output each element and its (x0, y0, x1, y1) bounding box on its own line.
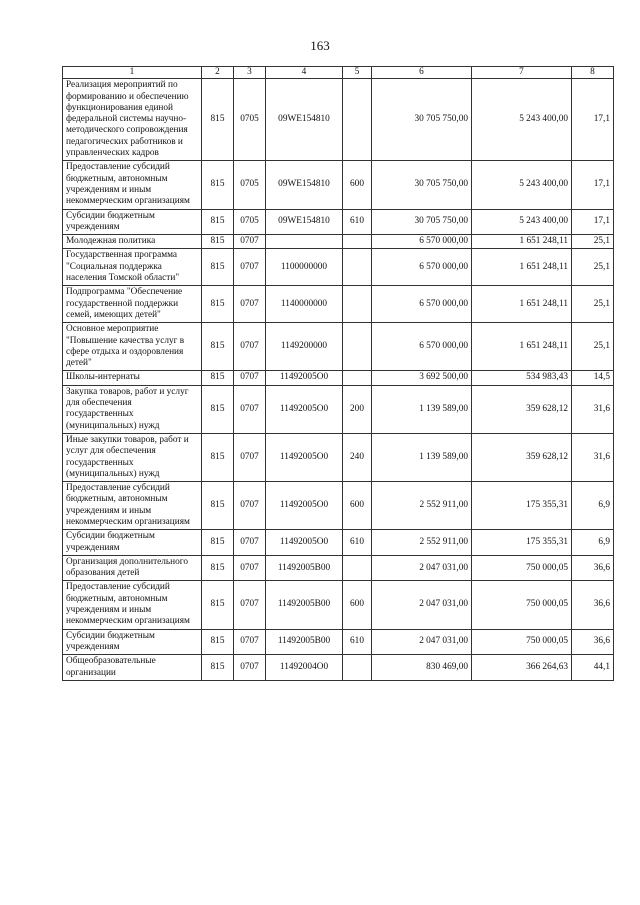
admin-code-cell: 815 (202, 249, 234, 286)
expense-type-cell (343, 655, 372, 681)
target-code-cell: 09WE154810 (266, 79, 343, 161)
table-row (63, 235, 614, 249)
admin-code-cell: 815 (202, 655, 234, 681)
section-code-cell: 0707 (234, 629, 266, 655)
table-row (63, 161, 614, 209)
row-name-cell: Реализация мероприятий по формированию и обеспечению функционирования единой федеральной системы научно-методического сопровождения педагогических работников и управленческих кадров (63, 79, 202, 161)
expense-type-cell (343, 249, 372, 286)
target-code-cell: 09WE154810 (266, 209, 343, 235)
percent-cell: 44,1 (572, 655, 614, 681)
admin-code-cell: 815 (202, 433, 234, 481)
row-name-cell: Закупка товаров, работ и услуг для обеспечения государственных (муниципальных) нужд (63, 385, 202, 433)
admin-code-cell: 815 (202, 286, 234, 323)
expense-type-cell: 610 (343, 209, 372, 235)
page-number: 163 (310, 38, 330, 53)
percent-cell: 25,1 (572, 235, 614, 249)
table-row (63, 482, 614, 530)
target-code-cell: 09WE154810 (266, 161, 343, 209)
admin-code-cell: 815 (202, 482, 234, 530)
percent-cell: 17,1 (572, 161, 614, 209)
expense-type-cell (343, 79, 372, 161)
actual-amount-cell: 750 000,05 (472, 581, 572, 629)
admin-code-cell: 815 (202, 161, 234, 209)
percent-cell: 17,1 (572, 209, 614, 235)
expense-type-cell: 600 (343, 482, 372, 530)
actual-amount-cell: 1 651 248,11 (472, 249, 572, 286)
section-code-cell: 0707 (234, 249, 266, 286)
plan-amount-cell: 6 570 000,00 (372, 249, 472, 286)
table-row (63, 629, 614, 655)
table-row (63, 433, 614, 481)
percent-cell: 31,6 (572, 433, 614, 481)
percent-cell: 6,9 (572, 482, 614, 530)
section-code-cell: 0707 (234, 433, 266, 481)
percent-cell: 25,1 (572, 249, 614, 286)
column-header: 7 (472, 67, 572, 79)
actual-amount-cell: 1 651 248,11 (472, 323, 572, 371)
section-code-cell: 0705 (234, 161, 266, 209)
target-code-cell: 11492005О0 (266, 385, 343, 433)
section-code-cell: 0707 (234, 371, 266, 385)
table-row (63, 530, 614, 556)
row-name-cell: Субсидии бюджетным учреждениям (63, 209, 202, 235)
table-row (63, 385, 614, 433)
column-header: 2 (202, 67, 234, 79)
row-name-cell: Иные закупки товаров, работ и услуг для обеспечения государственных (муниципальных) нужд (63, 433, 202, 481)
percent-cell: 25,1 (572, 286, 614, 323)
actual-amount-cell: 175 355,31 (472, 530, 572, 556)
row-name-cell: Школы-интернаты (63, 371, 202, 385)
column-header: 3 (234, 67, 266, 79)
plan-amount-cell: 2 552 911,00 (372, 530, 472, 556)
row-name-cell: Общеобразовательные организации (63, 655, 202, 681)
target-code-cell: 1140000000 (266, 286, 343, 323)
admin-code-cell: 815 (202, 323, 234, 371)
actual-amount-cell: 175 355,31 (472, 482, 572, 530)
admin-code-cell: 815 (202, 371, 234, 385)
row-name-cell: Предоставление субсидий бюджетным, автономным учреждениям и иным некоммерческим организациям (63, 581, 202, 629)
row-name-cell: Организация дополнительного образования детей (63, 555, 202, 581)
table-body (63, 79, 614, 681)
target-code-cell: 11492005О0 (266, 371, 343, 385)
plan-amount-cell: 1 139 589,00 (372, 433, 472, 481)
percent-cell: 17,1 (572, 79, 614, 161)
target-code-cell: 1149200000 (266, 323, 343, 371)
admin-code-cell: 815 (202, 581, 234, 629)
target-code-cell: 11492005В00 (266, 629, 343, 655)
row-name-cell: Подпрограмма "Обеспечение государственной поддержки семей, имеющих детей" (63, 286, 202, 323)
row-name-cell: Государственная программа "Социальная поддержка населения Томской области" (63, 249, 202, 286)
plan-amount-cell: 2 047 031,00 (372, 581, 472, 629)
actual-amount-cell: 366 264,63 (472, 655, 572, 681)
row-name-cell: Предоставление субсидий бюджетным, автономным учреждениям и иным некоммерческим организациям (63, 161, 202, 209)
actual-amount-cell: 534 983,43 (472, 371, 572, 385)
plan-amount-cell: 6 570 000,00 (372, 286, 472, 323)
section-code-cell: 0707 (234, 581, 266, 629)
column-header: 4 (266, 67, 343, 79)
actual-amount-cell: 1 651 248,11 (472, 286, 572, 323)
plan-amount-cell: 6 570 000,00 (372, 323, 472, 371)
section-code-cell: 0705 (234, 79, 266, 161)
plan-amount-cell: 2 047 031,00 (372, 629, 472, 655)
expense-type-cell: 600 (343, 161, 372, 209)
expense-type-cell: 600 (343, 581, 372, 629)
percent-cell: 25,1 (572, 323, 614, 371)
admin-code-cell: 815 (202, 385, 234, 433)
section-code-cell: 0707 (234, 286, 266, 323)
admin-code-cell: 815 (202, 530, 234, 556)
expense-type-cell: 610 (343, 530, 372, 556)
column-header: 5 (343, 67, 372, 79)
plan-amount-cell: 830 469,00 (372, 655, 472, 681)
percent-cell: 6,9 (572, 530, 614, 556)
row-name-cell: Субсидии бюджетным учреждениям (63, 629, 202, 655)
section-code-cell: 0707 (234, 235, 266, 249)
plan-amount-cell: 30 705 750,00 (372, 209, 472, 235)
target-code-cell: 11492005В00 (266, 581, 343, 629)
percent-cell: 36,6 (572, 581, 614, 629)
expense-type-cell: 240 (343, 433, 372, 481)
plan-amount-cell: 3 692 500,00 (372, 371, 472, 385)
table-row (63, 286, 614, 323)
percent-cell: 36,6 (572, 629, 614, 655)
percent-cell: 31,6 (572, 385, 614, 433)
section-code-cell: 0707 (234, 385, 266, 433)
row-name-cell: Молодежная политика (63, 235, 202, 249)
plan-amount-cell: 30 705 750,00 (372, 161, 472, 209)
row-name-cell: Предоставление субсидий бюджетным, автономным учреждениям и иным некоммерческим организациям (63, 482, 202, 530)
actual-amount-cell: 5 243 400,00 (472, 161, 572, 209)
expense-type-cell: 610 (343, 629, 372, 655)
expense-type-cell: 200 (343, 385, 372, 433)
admin-code-cell: 815 (202, 209, 234, 235)
column-header: 6 (372, 67, 472, 79)
expense-type-cell (343, 286, 372, 323)
actual-amount-cell: 1 651 248,11 (472, 235, 572, 249)
target-code-cell: 11492005О0 (266, 482, 343, 530)
header-row (63, 67, 614, 79)
target-code-cell (266, 235, 343, 249)
section-code-cell: 0707 (234, 655, 266, 681)
table-row (63, 371, 614, 385)
column-header: 1 (63, 67, 202, 79)
table-row (63, 655, 614, 681)
expense-type-cell (343, 371, 372, 385)
admin-code-cell: 815 (202, 79, 234, 161)
section-code-cell: 0707 (234, 530, 266, 556)
plan-amount-cell: 6 570 000,00 (372, 235, 472, 249)
target-code-cell: 11492004О0 (266, 655, 343, 681)
actual-amount-cell: 5 243 400,00 (472, 209, 572, 235)
plan-amount-cell: 2 047 031,00 (372, 555, 472, 581)
section-code-cell: 0707 (234, 482, 266, 530)
row-name-cell: Основное мероприятие "Повышение качества услуг в сфере отдыха и оздоровления детей" (63, 323, 202, 371)
percent-cell: 36,6 (572, 555, 614, 581)
percent-cell: 14,5 (572, 371, 614, 385)
actual-amount-cell: 750 000,05 (472, 555, 572, 581)
budget-table (62, 66, 614, 681)
table-row (63, 323, 614, 371)
target-code-cell: 11492005В00 (266, 555, 343, 581)
section-code-cell: 0707 (234, 555, 266, 581)
table-row (63, 249, 614, 286)
section-code-cell: 0705 (234, 209, 266, 235)
admin-code-cell: 815 (202, 629, 234, 655)
plan-amount-cell: 30 705 750,00 (372, 79, 472, 161)
admin-code-cell: 815 (202, 555, 234, 581)
actual-amount-cell: 5 243 400,00 (472, 79, 572, 161)
table-row (63, 555, 614, 581)
table-header (63, 67, 614, 79)
expense-type-cell (343, 323, 372, 371)
admin-code-cell: 815 (202, 235, 234, 249)
target-code-cell: 11492005О0 (266, 433, 343, 481)
actual-amount-cell: 359 628,12 (472, 433, 572, 481)
expense-type-cell (343, 555, 372, 581)
actual-amount-cell: 359 628,12 (472, 385, 572, 433)
target-code-cell: 1100000000 (266, 249, 343, 286)
table-row (63, 79, 614, 161)
plan-amount-cell: 1 139 589,00 (372, 385, 472, 433)
target-code-cell: 11492005О0 (266, 530, 343, 556)
row-name-cell: Субсидии бюджетным учреждениям (63, 530, 202, 556)
plan-amount-cell: 2 552 911,00 (372, 482, 472, 530)
actual-amount-cell: 750 000,05 (472, 629, 572, 655)
section-code-cell: 0707 (234, 323, 266, 371)
table-row (63, 209, 614, 235)
expense-type-cell (343, 235, 372, 249)
table-row (63, 581, 614, 629)
column-header: 8 (572, 67, 614, 79)
